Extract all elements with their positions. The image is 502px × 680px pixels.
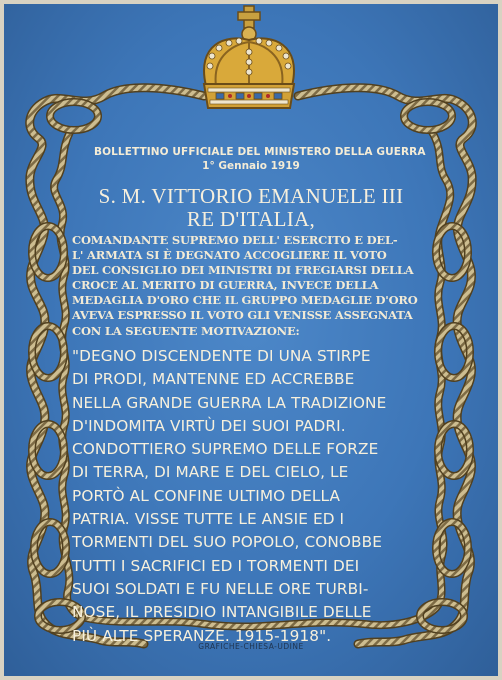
- printer-credit: GRAFICHE-CHIESA-UDINE: [198, 642, 304, 651]
- intro-line: CON LA SEGUENTE MOTIVAZIONE:: [72, 323, 300, 338]
- quote-line: PIÙ ALTE SPERANZE. 1915-1918".: [72, 626, 332, 645]
- motivation-quote: [72, 345, 432, 648]
- intro-line: DEL CONSIGLIO DEI MINISTRI DI FREGIARSI DELLA: [72, 263, 414, 278]
- quote-line: SUOI SOLDATI E FU NELLE ORE TURBI-: [72, 579, 369, 598]
- intro-paragraph: [72, 233, 418, 339]
- quote-line: D'INDOMITA VIRTÙ DEI SUOI PADRI.: [72, 416, 346, 435]
- intro-line: AVEVA ESPRESSO IL VOTO GLI VENISSE ASSEGNATA: [72, 308, 413, 323]
- bulletin-title: BOLLETTINO UFFICIALE DEL MINISTERO DELLA GUERRA: [94, 146, 426, 158]
- intro-line: L' ARMATA SI È DEGNATO ACCOGLIERE IL VOTO: [72, 248, 387, 263]
- quote-line: DI PRODI, MANTENNE ED ACCREBBE: [72, 370, 355, 389]
- bulletin-date: 1° Gennaio 1919: [202, 160, 300, 172]
- king-name: S. M. VITTORIO EMANUELE III: [98, 184, 404, 208]
- quote-line: DI TERRA, DI MARE E DEL CIELO, LE: [72, 463, 349, 482]
- intro-line: CROCE AL MERITO DI GUERRA, INVECE DELLA: [72, 278, 379, 293]
- quote-line: "DEGNO DISCENDENTE DI UNA STIRPE: [72, 347, 371, 365]
- intro-line: COMANDANTE SUPREMO DELL' ESERCITO E DEL-: [72, 233, 398, 247]
- intro-line: MEDAGLIA D'ORO CHE IL GRUPPO MEDAGLIE D'ORO: [72, 293, 418, 308]
- quote-line: NELLA GRANDE GUERRA LA TRADIZIONE: [72, 393, 387, 412]
- quote-line: PORTÒ AL CONFINE ULTIMO DELLA: [72, 486, 341, 505]
- king-title: RE D'ITALIA,: [186, 207, 316, 231]
- quote-line: TORMENTI DEL SUO POPOLO, CONOBBE: [72, 533, 383, 552]
- quote-line: CONDOTTIERO SUPREMO DELLE FORZE: [72, 440, 379, 459]
- royal-crown-icon: [186, 4, 314, 124]
- poster: [4, 4, 498, 676]
- quote-line: NOSE, IL PRESIDIO INTANGIBILE DELLE: [72, 603, 372, 622]
- quote-line: PATRIA. VISSE TUTTE LE ANSIE ED I: [72, 510, 345, 529]
- quote-line: TUTTI I SACRIFICI ED I TORMENTI DEI: [72, 556, 360, 575]
